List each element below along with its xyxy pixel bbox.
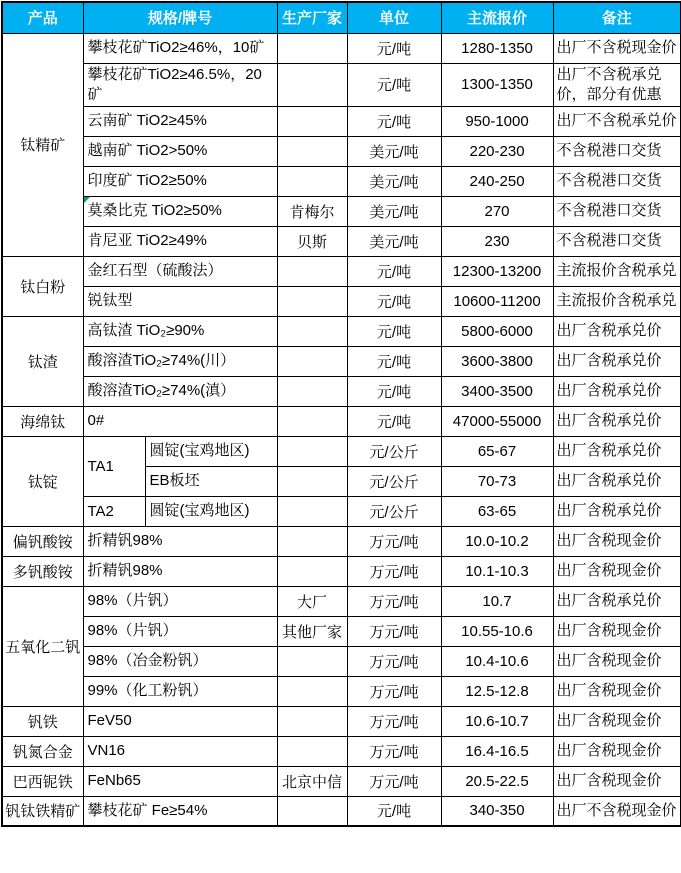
spec-cell: 攀枝花矿TiO2≥46.5%，20矿 [83, 63, 277, 106]
spec-cell: 圆锭(宝鸡地区) [145, 436, 277, 466]
table-row [2, 796, 681, 826]
table-row [2, 496, 681, 526]
column-header-product: 产品 [2, 2, 83, 33]
price-cell: 3400-3500 [441, 376, 553, 406]
grade-cell: TA2 [83, 496, 145, 526]
maker-cell [277, 526, 347, 556]
spec-cell: 98%（片钒） [83, 586, 277, 616]
price-cell: 65-67 [441, 436, 553, 466]
product-cell: 钛白粉 [2, 256, 83, 316]
note-cell: 主流报价含税承兑 [553, 256, 681, 286]
table-row [2, 406, 681, 436]
maker-cell [277, 706, 347, 736]
unit-cell: 万元/吨 [347, 616, 441, 646]
product-cell: 钒氮合金 [2, 736, 83, 766]
spec-cell: 0# [83, 406, 277, 436]
table-row [2, 316, 681, 346]
product-cell: 海绵钛 [2, 406, 83, 436]
unit-cell: 万元/吨 [347, 736, 441, 766]
note-cell: 不含税港口交货 [553, 196, 681, 226]
note-cell: 出厂含税承兑价 [553, 406, 681, 436]
unit-cell: 元/吨 [347, 406, 441, 436]
commodity-price-table [1, 1, 681, 827]
spec-cell: 攀枝花矿 Fe≥54% [83, 796, 277, 826]
note-cell: 出厂含税承兑价 [553, 586, 681, 616]
note-cell: 主流报价含税承兑 [553, 286, 681, 316]
price-cell: 10.7 [441, 586, 553, 616]
table-row [2, 766, 681, 796]
maker-cell [277, 136, 347, 166]
note-cell: 出厂不含税现金价 [553, 33, 681, 63]
spec-cell: 圆锭(宝鸡地区) [145, 496, 277, 526]
maker-cell: 北京中信 [277, 766, 347, 796]
maker-cell [277, 106, 347, 136]
price-cell: 220-230 [441, 136, 553, 166]
note-cell: 出厂不含税承兑价 [553, 106, 681, 136]
spec-cell: FeV50 [83, 706, 277, 736]
note-cell: 出厂含税承兑价 [553, 316, 681, 346]
product-cell: 钛锭 [2, 436, 83, 526]
spec-cell: 印度矿 TiO2≥50% [83, 166, 277, 196]
table-row [2, 526, 681, 556]
product-cell: 钛渣 [2, 316, 83, 406]
price-cell: 340-350 [441, 796, 553, 826]
spec-cell: 酸溶渣TiO₂≥74%(川） [83, 346, 277, 376]
spec-cell: EB板坯 [145, 466, 277, 496]
maker-cell [277, 676, 347, 706]
unit-cell: 元/吨 [347, 286, 441, 316]
table-row [2, 106, 681, 136]
price-cell: 1300-1350 [441, 63, 553, 106]
spec-cell: 攀枝花矿TiO2≥46%，10矿 [83, 33, 277, 63]
price-cell: 1280-1350 [441, 33, 553, 63]
unit-cell: 万元/吨 [347, 706, 441, 736]
unit-cell: 元/公斤 [347, 436, 441, 466]
unit-cell: 万元/吨 [347, 526, 441, 556]
note-cell: 出厂含税现金价 [553, 676, 681, 706]
unit-cell: 元/公斤 [347, 466, 441, 496]
table-row [2, 676, 681, 706]
maker-cell: 其他厂家 [277, 616, 347, 646]
maker-cell [277, 466, 347, 496]
maker-cell [277, 286, 347, 316]
unit-cell: 美元/吨 [347, 196, 441, 226]
table-header [2, 2, 681, 33]
price-cell: 16.4-16.5 [441, 736, 553, 766]
product-cell: 多钒酸铵 [2, 556, 83, 586]
maker-cell [277, 63, 347, 106]
maker-cell [277, 256, 347, 286]
table-row [2, 256, 681, 286]
maker-cell [277, 33, 347, 63]
table-row [2, 346, 681, 376]
price-cell: 47000-55000 [441, 406, 553, 436]
note-cell: 出厂含税承兑价 [553, 496, 681, 526]
maker-cell [277, 166, 347, 196]
price-cell: 10600-11200 [441, 286, 553, 316]
unit-cell: 元/吨 [347, 796, 441, 826]
spec-cell: 越南矿 TiO2>50% [83, 136, 277, 166]
price-cell: 12300-13200 [441, 256, 553, 286]
product-cell: 偏钒酸铵 [2, 526, 83, 556]
note-cell: 出厂含税现金价 [553, 616, 681, 646]
spec-cell: 折精钒98% [83, 526, 277, 556]
unit-cell: 万元/吨 [347, 556, 441, 586]
maker-cell [277, 376, 347, 406]
table-row [2, 136, 681, 166]
unit-cell: 元/吨 [347, 63, 441, 106]
price-cell: 270 [441, 196, 553, 226]
table-row [2, 556, 681, 586]
product-cell: 巴西铌铁 [2, 766, 83, 796]
table-row [2, 586, 681, 616]
note-cell: 出厂不含税承兑价，部分有优惠 [553, 63, 681, 106]
maker-cell: 大厂 [277, 586, 347, 616]
unit-cell: 万元/吨 [347, 766, 441, 796]
table-row [2, 436, 681, 466]
column-header-spec: 规格/牌号 [83, 2, 277, 33]
table-row [2, 226, 681, 256]
maker-cell: 贝斯 [277, 226, 347, 256]
price-cell: 10.0-10.2 [441, 526, 553, 556]
price-cell: 70-73 [441, 466, 553, 496]
price-cell: 20.5-22.5 [441, 766, 553, 796]
note-cell: 出厂含税现金价 [553, 706, 681, 736]
maker-cell [277, 556, 347, 586]
maker-cell [277, 346, 347, 376]
spec-cell: VN16 [83, 736, 277, 766]
note-cell: 出厂含税现金价 [553, 526, 681, 556]
table-row [2, 376, 681, 406]
table-row [2, 63, 681, 106]
maker-cell [277, 796, 347, 826]
unit-cell: 元/吨 [347, 346, 441, 376]
price-cell: 240-250 [441, 166, 553, 196]
table-body [2, 33, 681, 826]
note-cell: 出厂含税现金价 [553, 766, 681, 796]
price-cell: 63-65 [441, 496, 553, 526]
price-cell: 5800-6000 [441, 316, 553, 346]
column-header-note: 备注 [553, 2, 681, 33]
unit-cell: 美元/吨 [347, 166, 441, 196]
unit-cell: 元/吨 [347, 316, 441, 346]
table-row [2, 286, 681, 316]
unit-cell: 元/吨 [347, 376, 441, 406]
note-cell: 出厂含税现金价 [553, 736, 681, 766]
price-cell: 10.1-10.3 [441, 556, 553, 586]
note-cell: 不含税港口交货 [553, 166, 681, 196]
spec-cell: 云南矿 TiO2≥45% [83, 106, 277, 136]
note-cell: 出厂含税承兑价 [553, 466, 681, 496]
spec-cell: 酸溶渣TiO₂≥74%(滇） [83, 376, 277, 406]
note-cell: 出厂不含税现金价 [553, 796, 681, 826]
note-cell: 出厂含税承兑价 [553, 346, 681, 376]
table-row [2, 706, 681, 736]
table-row [2, 736, 681, 766]
unit-cell: 元/吨 [347, 33, 441, 63]
price-cell: 10.4-10.6 [441, 646, 553, 676]
spec-cell: 折精钒98% [83, 556, 277, 586]
price-cell: 230 [441, 226, 553, 256]
column-header-unit: 单位 [347, 2, 441, 33]
spec-cell: 锐钛型 [83, 286, 277, 316]
column-header-price: 主流报价 [441, 2, 553, 33]
spec-cell: 肯尼亚 TiO2≥49% [83, 226, 277, 256]
note-cell: 出厂含税承兑价 [553, 376, 681, 406]
maker-cell: 肯梅尔 [277, 196, 347, 226]
table-row [2, 646, 681, 676]
header-row [2, 2, 681, 33]
price-cell: 10.6-10.7 [441, 706, 553, 736]
unit-cell: 元/吨 [347, 256, 441, 286]
note-cell: 不含税港口交货 [553, 226, 681, 256]
maker-cell [277, 406, 347, 436]
unit-cell: 美元/吨 [347, 226, 441, 256]
maker-cell [277, 496, 347, 526]
note-cell: 出厂含税现金价 [553, 556, 681, 586]
spec-cell: 莫桑比克 TiO2≥50% [83, 196, 277, 226]
product-cell: 钒铁 [2, 706, 83, 736]
spec-cell: 高钛渣 TiO₂≥90% [83, 316, 277, 346]
spec-cell: FeNb65 [83, 766, 277, 796]
maker-cell [277, 646, 347, 676]
spec-cell: 99%（化工粉钒） [83, 676, 277, 706]
maker-cell [277, 436, 347, 466]
unit-cell: 万元/吨 [347, 646, 441, 676]
product-cell: 五氧化二钒 [2, 586, 83, 706]
column-header-maker: 生产厂家 [277, 2, 347, 33]
table-row [2, 166, 681, 196]
price-cell: 950-1000 [441, 106, 553, 136]
unit-cell: 万元/吨 [347, 586, 441, 616]
spec-cell: 98%（片钒） [83, 616, 277, 646]
price-cell: 12.5-12.8 [441, 676, 553, 706]
price-cell: 3600-3800 [441, 346, 553, 376]
unit-cell: 万元/吨 [347, 676, 441, 706]
unit-cell: 元/吨 [347, 106, 441, 136]
table-row [2, 616, 681, 646]
unit-cell: 元/公斤 [347, 496, 441, 526]
table-row [2, 196, 681, 226]
grade-cell: TA1 [83, 436, 145, 496]
note-cell: 不含税港口交货 [553, 136, 681, 166]
product-cell: 钒钛铁精矿 [2, 796, 83, 826]
price-cell: 10.55-10.6 [441, 616, 553, 646]
note-cell: 出厂含税现金价 [553, 646, 681, 676]
table-row [2, 33, 681, 63]
spec-cell: 98%（冶金粉钒） [83, 646, 277, 676]
maker-cell [277, 736, 347, 766]
maker-cell [277, 316, 347, 346]
product-cell: 钛精矿 [2, 33, 83, 256]
note-cell: 出厂含税承兑价 [553, 436, 681, 466]
spec-cell: 金红石型（硫酸法） [83, 256, 277, 286]
unit-cell: 美元/吨 [347, 136, 441, 166]
